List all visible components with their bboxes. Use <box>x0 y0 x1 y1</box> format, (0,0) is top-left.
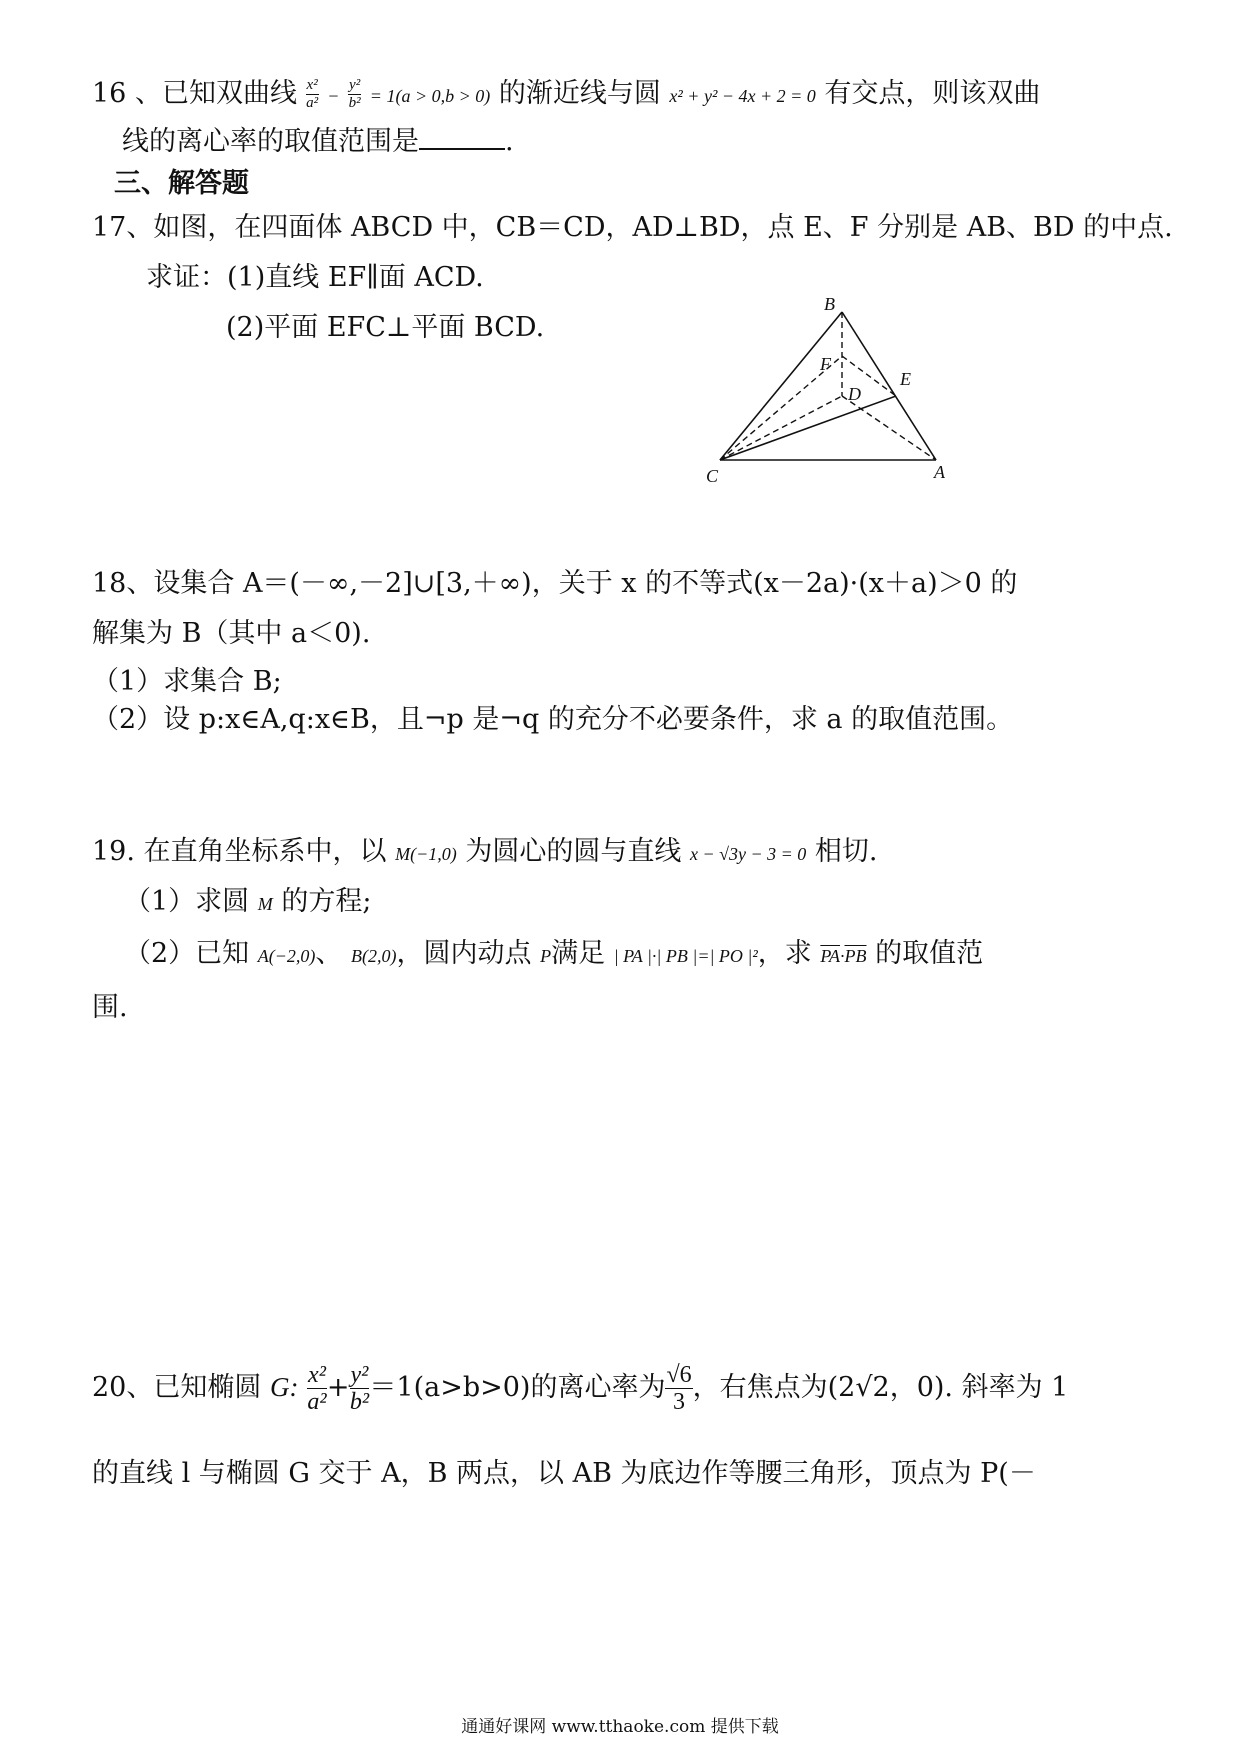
q20-line2: 的直线 l 与椭圆 G 交于 A，B 两点，以 AB 为底边作等腰三角形，顶点为 P(－ <box>92 1458 1036 1489</box>
vector-PA: $\overline{PA}$ <box>820 946 841 966</box>
label-E: E <box>900 369 911 389</box>
q19-line-equation: x − √3y − 3 = 0 <box>689 844 807 864</box>
q17-line2: 求证：(1)直线 EF∥面 ACD. <box>146 262 484 293</box>
label-C: C <box>706 466 719 486</box>
q16-line2: 线的离心率的取值范围是 . <box>122 126 514 157</box>
q17-line1: 17、如图，在四面体 ABCD 中，CB＝CD，AD⊥BD，点 E、F 分别是 AB、BD 的中点. <box>92 212 1173 243</box>
edge-DA <box>842 396 936 460</box>
q18-part2: （2）设 p:x∈A,q:x∈B，且¬p 是¬q 的充分不必要条件，求 a 的取值范围。 <box>92 704 1014 735</box>
q16-lead: 16 、已知双曲线 <box>92 78 297 109</box>
q16-fraction-x: $\frac{\text{x²}}{\text{a²}}$ <box>306 77 319 111</box>
q19-center: M(−1,0) <box>395 844 457 864</box>
label-A: A <box>934 462 945 482</box>
label-B: B <box>824 294 835 314</box>
q20-fraction-x: $\frac{\text{x²}}{\text{a²}}$ <box>307 1362 327 1415</box>
q19-line1: 19. 在直角坐标系中，以 M(−1,0) 为圆心的圆与直线 x − √3y − 3 = 0 相切. <box>92 836 878 867</box>
q18-line2: 解集为 B（其中 a＜0). <box>92 618 371 649</box>
q16-fraction-y: $\frac{\text{y²}}{\text{b²}}$ <box>348 77 361 111</box>
q19-line3: 围. <box>92 992 128 1023</box>
label-F: F <box>820 354 831 374</box>
vector-PB: $\overline{PB}$ <box>844 946 867 966</box>
q16-circle-equation: x² + y² − 4x + 2 = 0 <box>669 86 816 106</box>
q17-line3: (2)平面 EFC⊥平面 BCD. <box>226 312 545 343</box>
label-D: D <box>848 384 861 404</box>
q19-part2: （2）已知 A(−2,0)、 B(2,0)，圆内动点 P满足 | PA |·| PB |=| PO |²，求 $\overline{PA}\cdot\overline{PB}$ 的取值范 <box>124 938 984 969</box>
q16-line1: 16 、已知双曲线 $\frac{\text{x²}}{\text{a²}}$ − $\frac{\text{y²}}{\text{b²}}$ = 1(a > 0,b > 0) 的渐近线与圆 x² + y² − 4x + 2 = 0 有交点，则该双曲 <box>92 77 1041 111</box>
q19-part1: （1）求圆 M 的方程; <box>124 886 372 917</box>
q20-eccentricity: $\frac{√6}{3}$ <box>666 1362 692 1415</box>
tetrahedron-figure <box>700 290 960 490</box>
q18-part1: （1）求集合 B; <box>92 666 282 697</box>
q16-condition: = 1(a > 0,b > 0) <box>369 86 491 106</box>
q20-line1: 20、已知椭圆 G: $\frac{\text{x²}}{\text{a²}}$ + $\frac{\text{y²}}{\text{b²}}$ ＝1(a>b>0)的离心率为 $\frac{√6}{3}$ ，右焦点为(2√2，0). 斜率为 1 <box>92 1362 1069 1415</box>
q18-line1: 18、设集合 A＝(－∞,－2]∪[3,＋∞)，关于 x 的不等式(x－2a)·(x＋a)＞0 的 <box>92 568 1018 599</box>
section-heading: 三、解答题 <box>114 168 249 199</box>
edge-CD <box>720 396 842 460</box>
answer-blank <box>419 124 505 150</box>
footer-watermark: 通通好课网 www.tthaoke.com 提供下载 <box>461 1717 779 1737</box>
q19-condition: | PA |·| PB |=| PO |² <box>613 946 758 966</box>
q20-fraction-y: $\frac{\text{y²}}{\text{b²}}$ <box>349 1362 370 1415</box>
